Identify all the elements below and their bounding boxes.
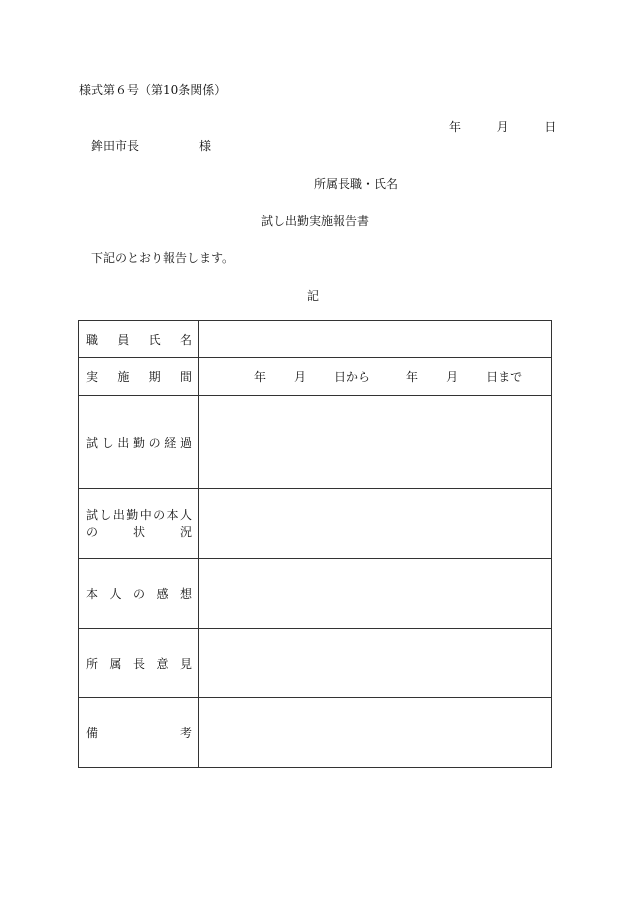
trial-progress-field[interactable] bbox=[199, 396, 552, 489]
person-condition-field[interactable] bbox=[199, 489, 552, 559]
table-row bbox=[79, 559, 552, 629]
date-day-label: 日 bbox=[544, 120, 557, 134]
form-number: 様式第６号（第10条関係） bbox=[79, 83, 227, 97]
table-row bbox=[79, 321, 552, 358]
person-impression-field[interactable] bbox=[199, 559, 552, 629]
sender-label: 所属長職・氏名 bbox=[314, 177, 399, 191]
label-person-condition: 試 し 出 勤 中 の 本 人 の 状 況 bbox=[79, 489, 199, 559]
period-year-to: 年 bbox=[406, 370, 419, 384]
honorific: 様 bbox=[199, 139, 212, 153]
label-supervisor-opinion: 所 属 長 意 見 bbox=[79, 629, 199, 698]
table-row bbox=[79, 698, 552, 768]
label-period: 実 施 期 間 bbox=[79, 358, 199, 396]
period-month-to: 月 bbox=[446, 370, 459, 384]
table-row bbox=[79, 629, 552, 698]
intro-text: 下記のとおり報告します。 bbox=[91, 251, 235, 265]
date-line bbox=[449, 118, 556, 135]
date-month-label: 月 bbox=[496, 120, 509, 134]
report-table bbox=[78, 320, 552, 768]
addressee-name: 鉾田市長 bbox=[91, 139, 140, 153]
period-month-from: 月 bbox=[294, 370, 307, 384]
period-field[interactable] bbox=[199, 358, 552, 396]
document-title: 試し出勤実施報告書 bbox=[260, 214, 369, 228]
period-day-to: 日まで bbox=[486, 370, 523, 384]
label-staff-name: 職 員 氏 名 bbox=[79, 321, 199, 358]
table-row bbox=[79, 489, 552, 559]
addressee bbox=[91, 137, 211, 154]
staff-name-field[interactable] bbox=[199, 321, 552, 358]
date-year-label: 年 bbox=[449, 120, 462, 134]
supervisor-opinion-field[interactable] bbox=[199, 629, 552, 698]
table-row bbox=[79, 396, 552, 489]
ki-heading: 記 bbox=[306, 289, 319, 303]
label-trial-progress: 試 し 出 勤 の 経 過 bbox=[79, 396, 199, 489]
remarks-field[interactable] bbox=[199, 698, 552, 768]
period-day-from: 日から bbox=[334, 370, 371, 384]
period-year-from: 年 bbox=[254, 370, 267, 384]
label-person-impression: 本 人 の 感 想 bbox=[79, 559, 199, 629]
table-row bbox=[79, 358, 552, 396]
label-remarks: 備 考 bbox=[79, 698, 199, 768]
